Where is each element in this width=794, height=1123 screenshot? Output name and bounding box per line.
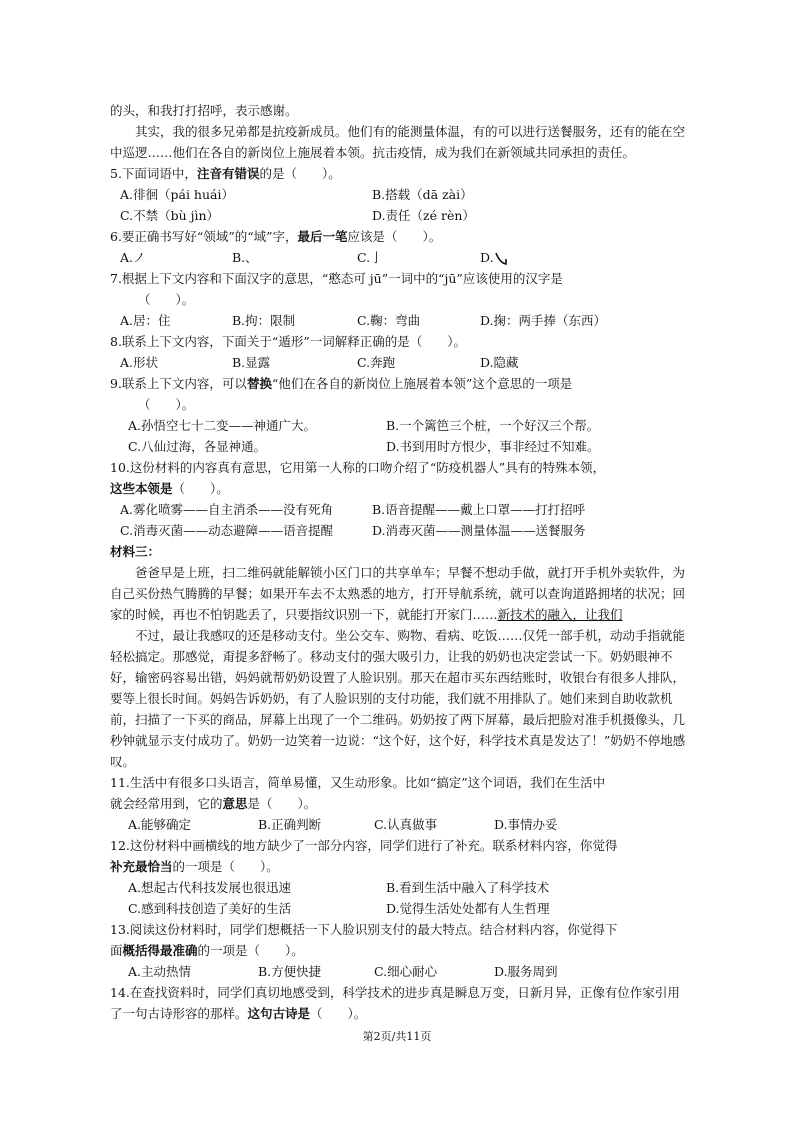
option-a: A.形状	[120, 355, 159, 370]
question-10-prompt: 这些本领是（ ）。	[110, 481, 229, 496]
question-12: 12.这份材料中画横线的地方缺少了一部分内容，同学们进行了补充。联系材料内容，你觉得	[110, 838, 618, 853]
option-c: C.感到科技创造了美好的生活	[128, 901, 292, 916]
option-a: A.能够确定	[128, 817, 192, 832]
option-b: B.一个篱笆三个桩，一个好汉三个帮。	[386, 418, 600, 433]
option-b: B.搭载（dā zài）	[372, 187, 473, 202]
option-d: D.	[480, 247, 690, 268]
option-d: D.掬：两手捧（东西）	[480, 313, 607, 328]
option-b: B.语音提醒——戴上口罩——打打招呼	[372, 502, 586, 517]
question-14: 14.在查找资料时，同学们真切地感受到，科学技术的进步真是瞬息万变，日新月异，正像有位作家引用了一句古诗形容的那样。这句古诗是（ ）。	[110, 985, 680, 1021]
option-a: A.居：住	[120, 313, 171, 328]
question-5: 5.下面词语中，注音有错误的是（ ）。	[110, 166, 341, 181]
option-a: A.想起古代科技发展也很迅速	[128, 880, 292, 895]
option-b: B.看到生活中融入了科学技术	[386, 880, 550, 895]
question-10-options	[110, 499, 690, 541]
option-b: B.方便快捷	[258, 964, 322, 979]
material-3-heading: 材料三：	[110, 544, 161, 559]
option-d: D.事情办妥	[494, 817, 558, 832]
page-footer: 第2页/共11页	[362, 1030, 432, 1043]
option-c: C.八仙过海，各显神通。	[128, 439, 267, 454]
option-d: D.觉得生活处处都有人生哲理	[386, 901, 550, 916]
option-b: B.显露	[232, 355, 271, 370]
question-13-options	[110, 961, 690, 982]
question-5-options	[110, 184, 690, 226]
intro-line: 的头，和我打打招呼，表示感谢。	[110, 103, 298, 118]
question-11: 11.生活中有很多口头语言，简单易懂，又生动形象。比如“搞定”这个词语，我们在生活中	[110, 775, 606, 790]
option-d: D.责任（zé rèn）	[372, 208, 475, 223]
question-13-prompt: 面概括得最准确的一项是（ ）。	[110, 943, 304, 958]
option-d: D.书到用时方恨少，事非经过不知难。	[386, 439, 600, 454]
option-c: C.鞠：弯曲	[357, 313, 421, 328]
underlined-blank-text: 新技术的融入，让我们	[497, 607, 623, 622]
question-9: 9.联系上下文内容，可以替换“他们在各自的新岗位上施展着本领”这个意思的一项是	[110, 376, 573, 391]
question-8-options	[110, 352, 690, 373]
option-a: A.ノ	[120, 250, 146, 265]
intro-paragraph: 其实，我的很多兄弟都是抗疫新成员。他们有的能测量体温，有的可以进行送餐服务，还有的能在空中巡逻……他们在各自的新岗位上施展着本领。抗击疫情，成为我们在新领域共同承担的责任。	[110, 124, 686, 160]
option-b: B.正确判断	[258, 817, 322, 832]
option-c: C.亅	[357, 250, 383, 265]
question-9-options	[110, 415, 690, 457]
question-10: 10.这份材料的内容真有意思，它用第一人称的口吻介绍了“防疫机器人”具有的特殊本领，	[110, 460, 606, 475]
option-a: A.孙悟空七十二变——神通广大。	[128, 418, 317, 433]
option-c: C.奔跑	[357, 355, 396, 370]
question-12-prompt: 补充最恰当的一项是（ ）。	[110, 859, 279, 874]
option-c: C.细心耐心	[374, 964, 438, 979]
option-a: A.雾化喷雾——自主消杀——没有死角	[120, 502, 334, 517]
material-3-paragraph-1: 爸爸早是上班，扫二维码就能解锁小区门口的共享单车；早餐不想动手做，就打开手机外卖软件，为自己买份热气腾腾的早餐；如果开车去不太熟悉的地方，打开导航系统，就可以查询道路拥堵的状况；回家的时候，再也不怕钥匙丢了，只要指纹识别一下，就能打开家门……新技术的融入，让我们	[110, 565, 686, 622]
option-d: D.消毒灭菌——测量体温——送餐服务	[372, 523, 586, 538]
option-c: C.消毒灭菌——动态避障——语音提醒	[120, 523, 334, 538]
question-12-options	[110, 877, 690, 919]
option-b: B.、	[232, 250, 258, 265]
exam-page	[110, 100, 690, 1024]
question-7: 7.根据上下文内容和下面汉字的意思，“憨态可 jū”一词中的“jū”应该使用的汉字是	[110, 271, 563, 286]
question-13: 13.阅读这份材料时，同学们想概括一下人脸识别支付的最大特点。结合材料内容，你觉得下	[110, 922, 618, 937]
option-d: D.隐藏	[480, 355, 519, 370]
option-a: A.徘徊（pái huái）	[120, 187, 234, 202]
option-c: C.不禁（bù jìn）	[120, 208, 220, 223]
material-3-paragraph-2: 不过，最让我感叹的还是移动支付。坐公交车、购物、看病、吃饭……仅凭一部手机，动动手指就能轻松搞定。那感觉，甭提多舒畅了。移动支付的强大吸引力，让我的奶奶也决定尝试一下。奶奶眼神不好，输密码容易出错，妈妈就帮奶奶设置了人脸识别。那天在超市买东西结账时，收银台有很多人排队，要等上很长时间。妈妈告诉奶奶，有了人脸识别的支付功能，我们就不用排队了。她们来到自助收款机前，扫描了一下买的商品，屏幕上出现了一个二维码。奶奶按了两下屏幕，最后把脸对准手机摄像头，几秒钟就显示支付成功了。奶奶一边笑着一边说：“这个好，这个好，科学技术真是发达了！”奶奶不停地感叹。	[110, 628, 686, 769]
question-8: 8.联系上下文内容，下面关于“遁形”一词解释正确的是（ ）。	[110, 334, 466, 349]
option-a: A.主动热情	[128, 964, 192, 979]
question-9-blank: （ ）。	[138, 397, 195, 412]
option-c: C.认真做事	[374, 817, 438, 832]
question-11-prompt: 就会经常用到，它的意思是（ ）。	[110, 796, 317, 811]
question-6: 6.要正确书写好“领域”的“域”字，最后一笔应该是（ ）。	[110, 229, 442, 244]
slant-hook-stroke-icon	[494, 251, 508, 267]
question-6-options	[110, 247, 690, 268]
option-d: D.服务周到	[494, 964, 558, 979]
option-b: B.拘：限制	[232, 313, 296, 328]
question-7-options	[110, 310, 690, 331]
question-7-blank: （ ）。	[138, 292, 195, 307]
question-11-options	[110, 814, 690, 835]
